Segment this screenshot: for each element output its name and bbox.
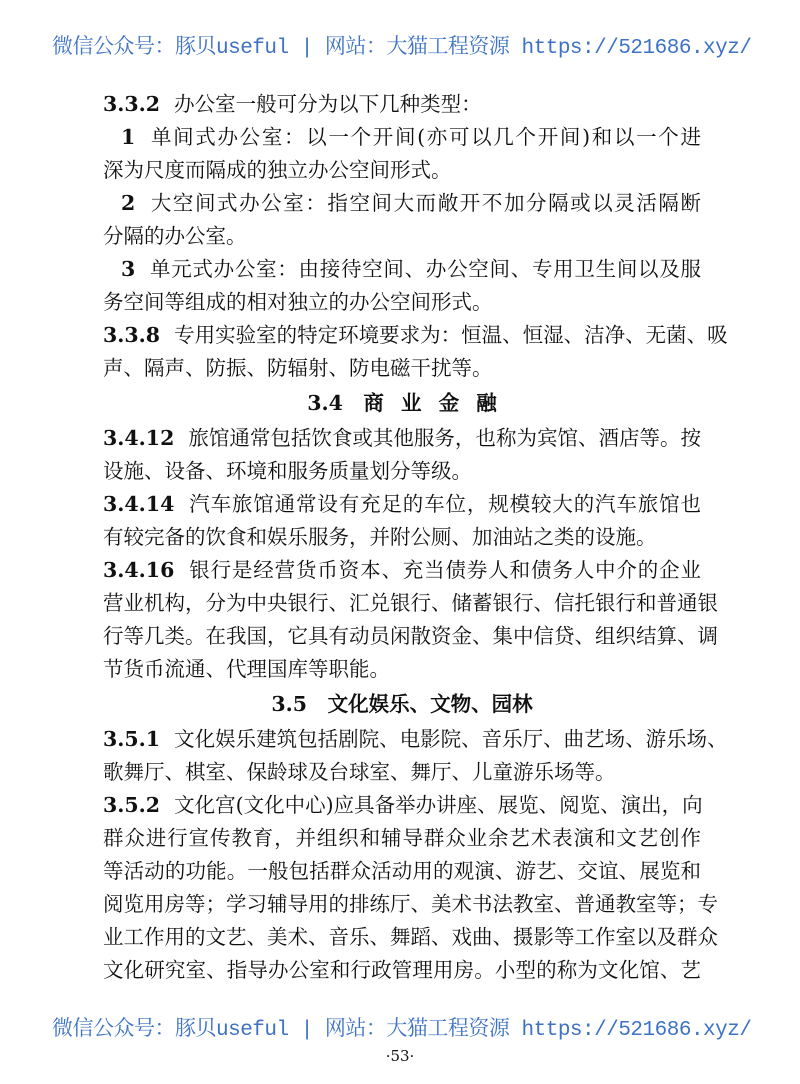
section-heading: 3.4 商 业 金 融 (307, 391, 497, 415)
line-text: 旅馆通常包括饮食或其他服务，也称为宾馆、酒店等。按 (188, 426, 701, 450)
text-line (103, 954, 701, 987)
line-text: 银行是经营货币资本、充当债券人和债务人中介的企业 (188, 558, 701, 582)
text-line (103, 88, 701, 121)
watermark-header: 微信公众号：豚贝useful | 网站：大猫工程资源 https://521686.xyz/ (52, 37, 752, 60)
text-line (103, 154, 701, 187)
text-line (103, 723, 728, 756)
clause-number: 3.4.16 (103, 558, 175, 582)
line-text: 文化娱乐建筑包括剧院、电影院、音乐厅、曲艺场、游乐场、 (174, 727, 728, 751)
line-text: 节货币流通、代理国库等职能。 (103, 657, 390, 681)
text-line (103, 521, 701, 554)
clause-number: 3.3.2 (103, 92, 161, 116)
clause-paragraph (103, 789, 718, 987)
text-line (103, 855, 701, 888)
line-text: 深为尺度而隔成的独立办公空间形式。 (103, 158, 452, 182)
line-text: 声、隔声、防振、防辐射、防电磁干扰等。 (103, 356, 493, 380)
text-line (103, 220, 701, 253)
clause-paragraph (103, 723, 728, 789)
text-line (103, 253, 701, 286)
text-line (103, 121, 701, 154)
document-body (103, 88, 728, 987)
clause-paragraph (103, 88, 701, 121)
line-text: 设施、设备、环境和服务质量划分等级。 (103, 459, 472, 483)
text-line (103, 554, 701, 587)
text-line (103, 888, 718, 921)
text-line (103, 319, 728, 352)
line-text: 等活动的功能。一般包括群众活动用的观演、游艺、交谊、展览和 (103, 859, 701, 883)
list-item (103, 187, 701, 253)
line-text: 分隔的办公室。 (103, 224, 247, 248)
text-line (103, 488, 701, 521)
list-item (103, 253, 701, 319)
line-text: 大空间式办公室：指空间大而敞开不加分隔或以灵活隔断 (149, 191, 701, 215)
clause-paragraph (103, 488, 701, 554)
clause-number: 3 (121, 257, 136, 281)
line-text: 文化研究室、指导办公室和行政管理用房。小型的称为文化馆、艺 (103, 958, 701, 982)
line-text: 专用实验室的特定环境要求为：恒温、恒湿、洁净、无菌、吸 (174, 323, 728, 347)
line-text: 营业机构，分为中央银行、汇兑银行、储蓄银行、信托银行和普通银 (103, 591, 718, 615)
line-text: 阅览用房等；学习辅导用的排练厅、美术书法教室、普通教室等；专 (103, 892, 718, 916)
line-text: 单间式办公室：以一个开间(亦可以几个开间)和以一个进 (149, 125, 701, 149)
text-line (103, 422, 701, 455)
clause-paragraph (103, 422, 701, 488)
text-line (103, 921, 718, 954)
clause-number: 2 (121, 191, 136, 215)
clause-paragraph (103, 319, 728, 385)
line-text: 单元式办公室：由接待空间、办公空间、专用卫生间以及服 (149, 257, 701, 281)
clause-number: 3.4.14 (103, 492, 175, 516)
line-text: 文化宫(文化中心)应具备举办讲座、展览、阅览、演出，向 (174, 793, 703, 817)
list-item (103, 121, 701, 187)
clause-number: 3.5.2 (103, 793, 161, 817)
line-text: 歌舞厅、棋室、保龄球及台球室、舞厅、儿童游乐场等。 (103, 760, 616, 784)
text-line (103, 653, 701, 686)
text-line (103, 455, 701, 488)
clause-number: 3.4.12 (103, 426, 175, 450)
clause-number: 3.3.8 (103, 323, 161, 347)
clause-number: 3.5.1 (103, 727, 161, 751)
line-text: 有较完备的饮食和娱乐服务，并附公厕、加油站之类的设施。 (103, 525, 657, 549)
line-text: 行等几类。在我国，它具有动员闲散资金、集中信贷、组织结算、调 (103, 624, 718, 648)
page-number: ·53· (385, 1047, 415, 1065)
text-line (103, 587, 718, 620)
text-line (103, 620, 718, 653)
watermark-footer: 微信公众号：豚贝useful | 网站：大猫工程资源 https://521686.xyz/ (52, 1019, 752, 1042)
line-text: 汽车旅馆通常设有充足的车位，规模较大的汽车旅馆也 (188, 492, 701, 516)
text-line (103, 286, 701, 319)
text-line (103, 352, 701, 385)
line-text: 业工作用的文艺、美术、音乐、舞蹈、戏曲、摄影等工作室以及群众 (103, 925, 718, 949)
section-heading: 3.5 文化娱乐、文物、园林 (271, 692, 533, 716)
line-text: 务空间等组成的相对独立的办公空间形式。 (103, 290, 493, 314)
line-text: 群众进行宣传教育，并组织和辅导群众业余艺术表演和文艺创作 (103, 826, 701, 850)
text-line (103, 789, 701, 822)
text-line (103, 756, 701, 789)
text-line (103, 822, 701, 855)
clause-paragraph (103, 554, 718, 686)
clause-number: 1 (121, 125, 136, 149)
text-line (103, 187, 701, 220)
line-text: 办公室一般可分为以下几种类型： (174, 92, 482, 116)
